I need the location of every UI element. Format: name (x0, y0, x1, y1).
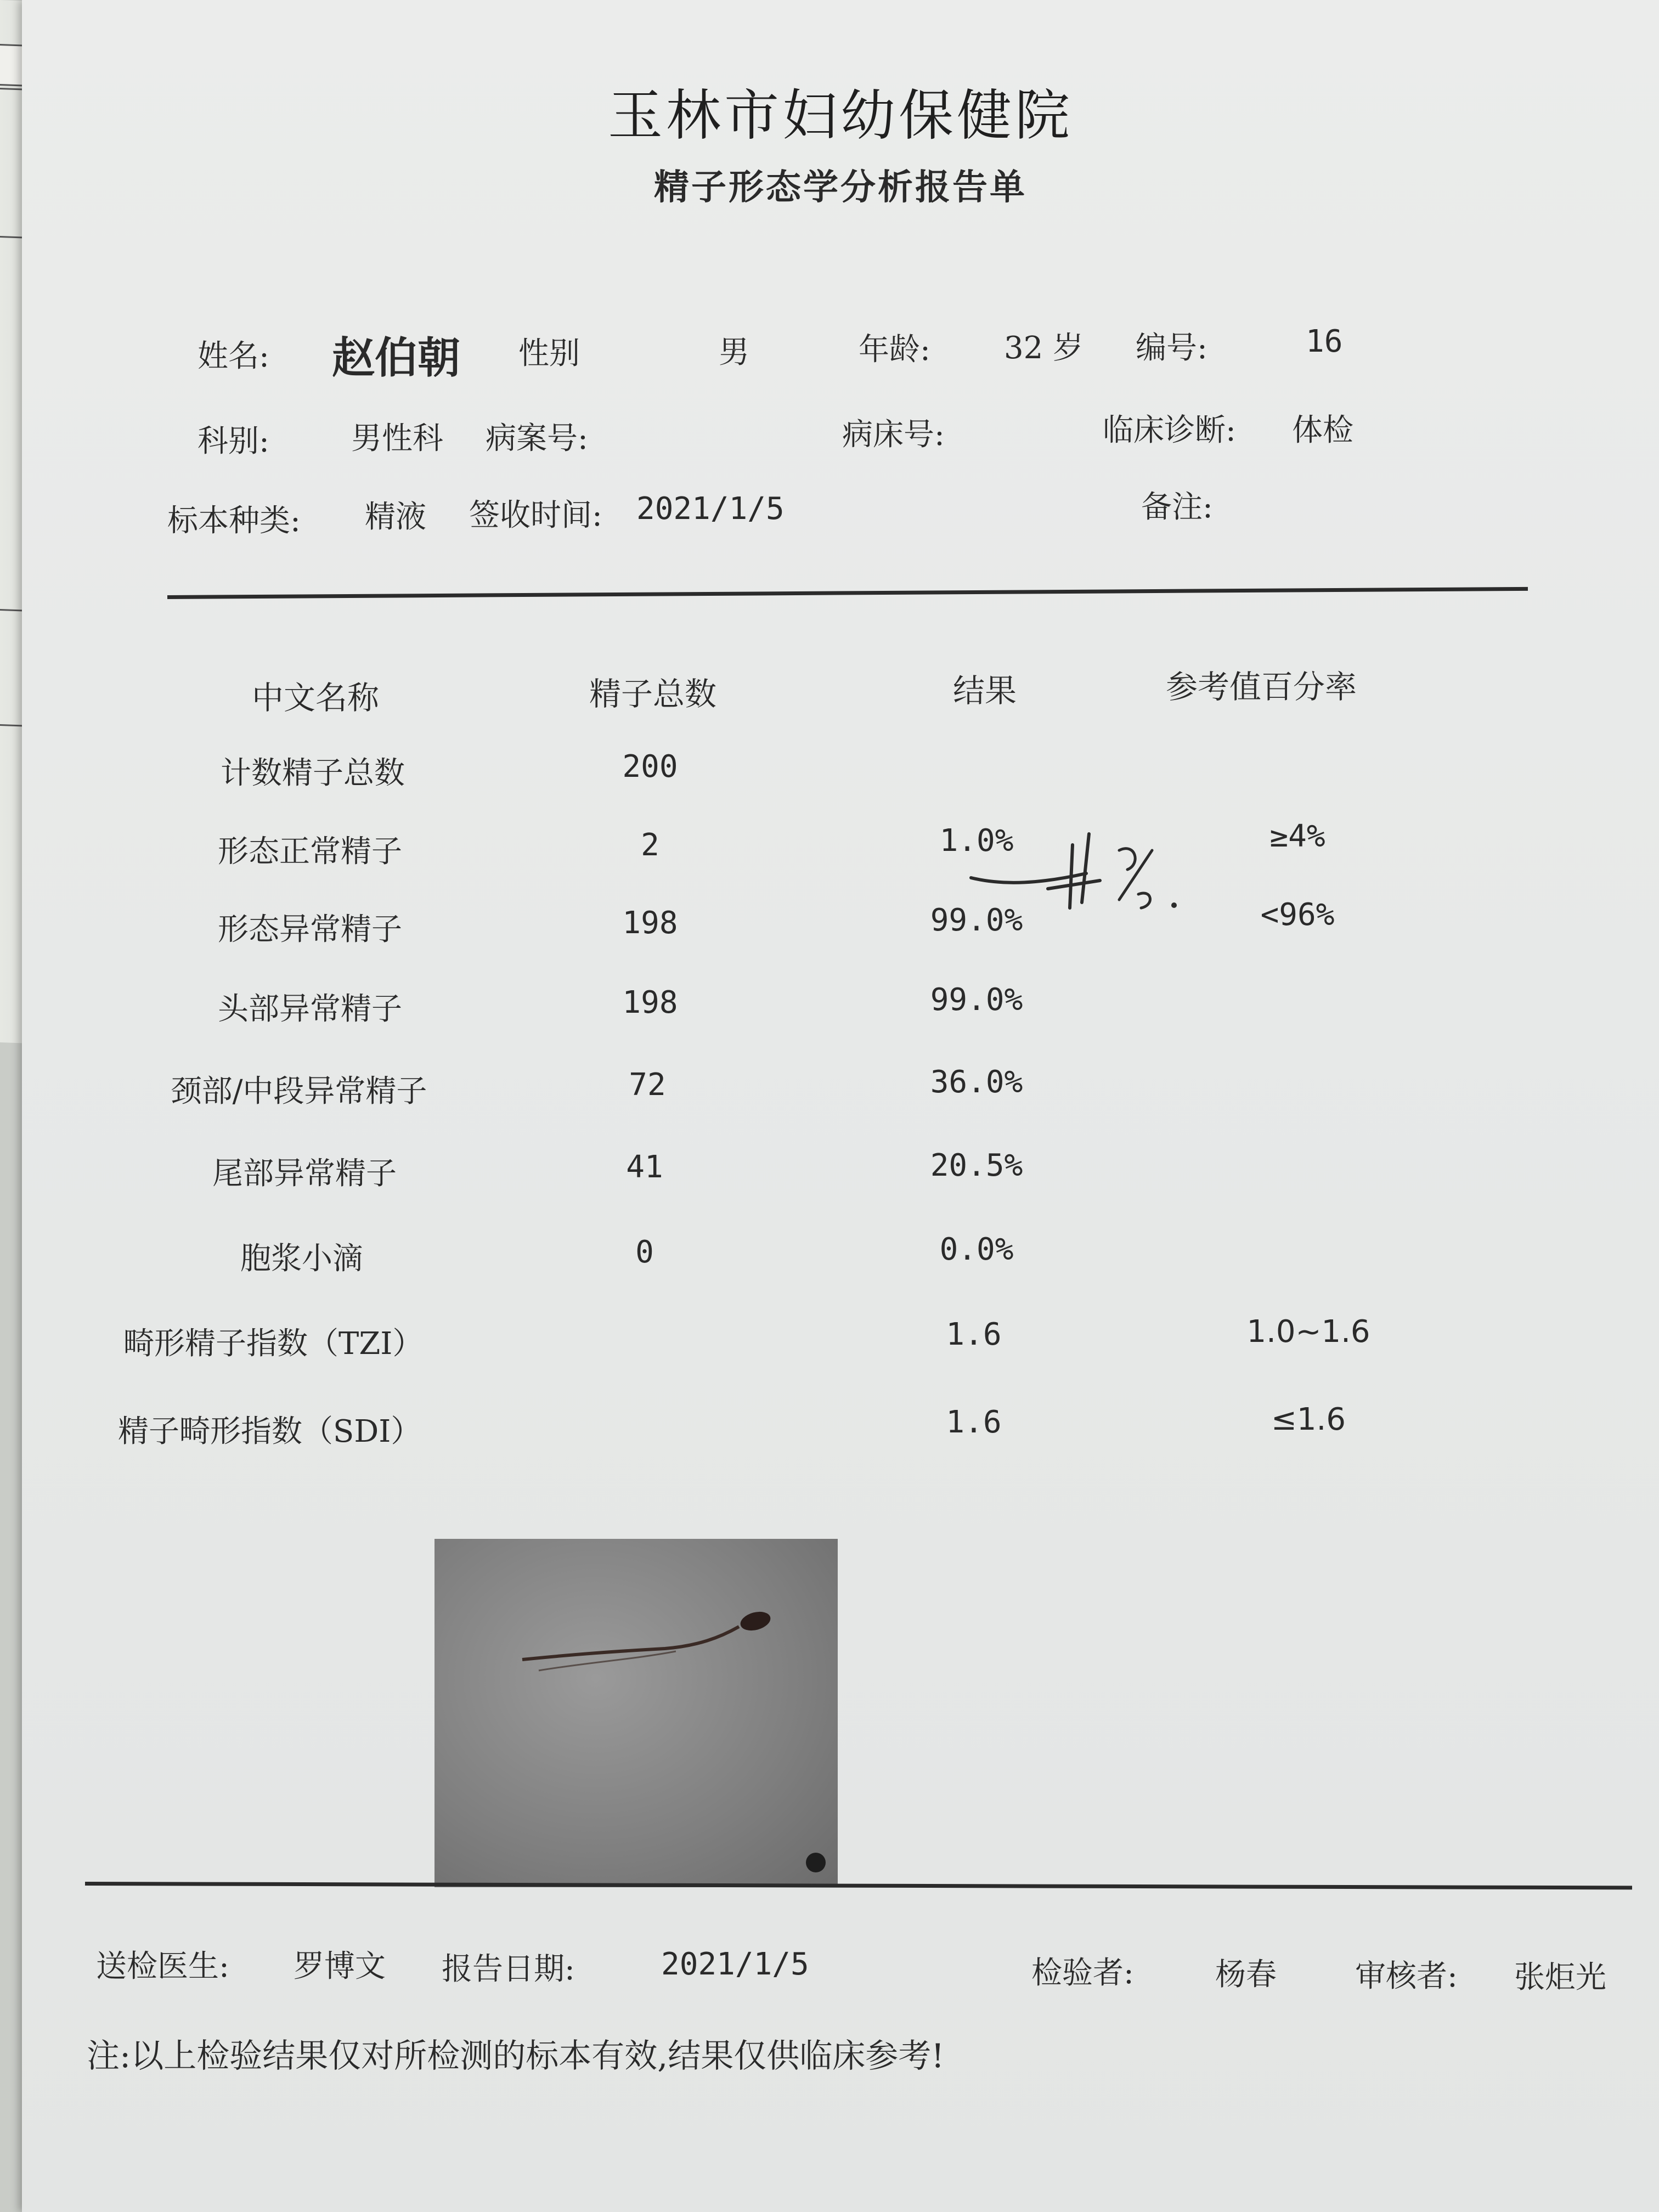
col-header-count: 精子总数 (589, 675, 716, 713)
row-result: 36.0% (930, 1064, 1023, 1100)
sample-type-label: 标本种类: (167, 503, 301, 539)
row-reference: 1.0~1.6 (1246, 1314, 1370, 1350)
row-result: 1.6 (946, 1404, 1002, 1440)
row-count: 198 (622, 905, 678, 941)
row-result: 0.0% (939, 1232, 1014, 1267)
name-label: 姓名: (198, 338, 269, 374)
age-value: 32 岁 (1004, 330, 1084, 366)
footer-divider (85, 1882, 1632, 1889)
id-value: 16 (1306, 324, 1343, 359)
row-result: 1.0% (939, 823, 1014, 859)
sex-value: 男 (719, 335, 749, 370)
row-count: 2 (641, 827, 659, 863)
dept-label: 科别: (198, 424, 269, 459)
row-reference: ≥4% (1269, 819, 1325, 854)
row-name: 尾部异常精子 (212, 1156, 397, 1192)
id-label: 编号: (1136, 330, 1207, 366)
row-count: 198 (622, 985, 678, 1020)
row-count: 41 (626, 1149, 663, 1185)
row-name: 头部异常精子 (218, 991, 402, 1027)
row-name: 计数精子总数 (221, 755, 405, 791)
row-result: 99.0% (930, 982, 1023, 1018)
referring-doctor-label: 送检医生: (96, 1949, 229, 1984)
row-result: 20.5% (930, 1148, 1023, 1183)
reviewer-label: 审核者: (1355, 1959, 1458, 1994)
reviewer-name: 张炬光 (1514, 1960, 1606, 1995)
report-date-label: 报告日期: (442, 1951, 575, 1987)
row-name: 形态正常精子 (218, 834, 402, 870)
col-header-result: 结果 (952, 672, 1017, 709)
col-header-name: 中文名称 (251, 679, 379, 716)
report-date: 2021/1/5 (661, 1946, 809, 1982)
received-time-value: 2021/1/5 (636, 491, 785, 527)
referring-doctor: 罗博文 (294, 1949, 386, 1984)
row-count: 0 (635, 1234, 654, 1270)
received-time-label: 签收时间: (469, 498, 602, 533)
row-name: 颈部/中段异常精子 (171, 1074, 427, 1109)
disclaimer-note: 注:以上检验结果仅对所检测的标本有效,结果仅供临床参考! (87, 2037, 945, 2075)
row-name: 精子畸形指数（SDI） (118, 1414, 422, 1449)
patient-name: 赵伯朝 (332, 333, 461, 383)
dept-value: 男性科 (351, 421, 443, 456)
sex-label: 性别 (518, 336, 580, 371)
sample-type-value: 精液 (365, 499, 426, 535)
row-result: 99.0% (930, 902, 1023, 938)
tester-label: 检验者: (1031, 1955, 1134, 1991)
row-reference: <96% (1260, 897, 1335, 933)
case-number-label: 病案号: (486, 421, 588, 456)
row-reference: ≤1.6 (1271, 1402, 1346, 1437)
hospital-name: 玉林市妇幼保健院 (608, 83, 1073, 148)
age-label: 年龄: (859, 332, 930, 368)
col-header-reference: 参考值百分率 (1166, 668, 1357, 706)
row-result: 1.6 (946, 1317, 1002, 1352)
handwritten-annotation (955, 812, 1240, 933)
tester-name: 杨春 (1215, 1957, 1277, 1993)
row-name: 形态异常精子 (218, 912, 402, 947)
report-sheet (22, 0, 1659, 2212)
sperm-micrograph (435, 1539, 838, 1887)
row-name: 畸形精子指数（TZI） (123, 1326, 424, 1362)
row-count: 200 (622, 749, 678, 785)
remark-label: 备注: (1141, 489, 1213, 525)
diagnosis-label: 临床诊断: (1103, 413, 1236, 448)
report-title: 精子形态学分析报告单 (654, 167, 1027, 208)
row-name: 胞浆小滴 (240, 1241, 363, 1277)
diagnosis-value: 体检 (1292, 413, 1353, 448)
header-divider (167, 587, 1528, 599)
bed-number-label: 病床号: (842, 417, 945, 453)
row-count: 72 (629, 1067, 666, 1103)
